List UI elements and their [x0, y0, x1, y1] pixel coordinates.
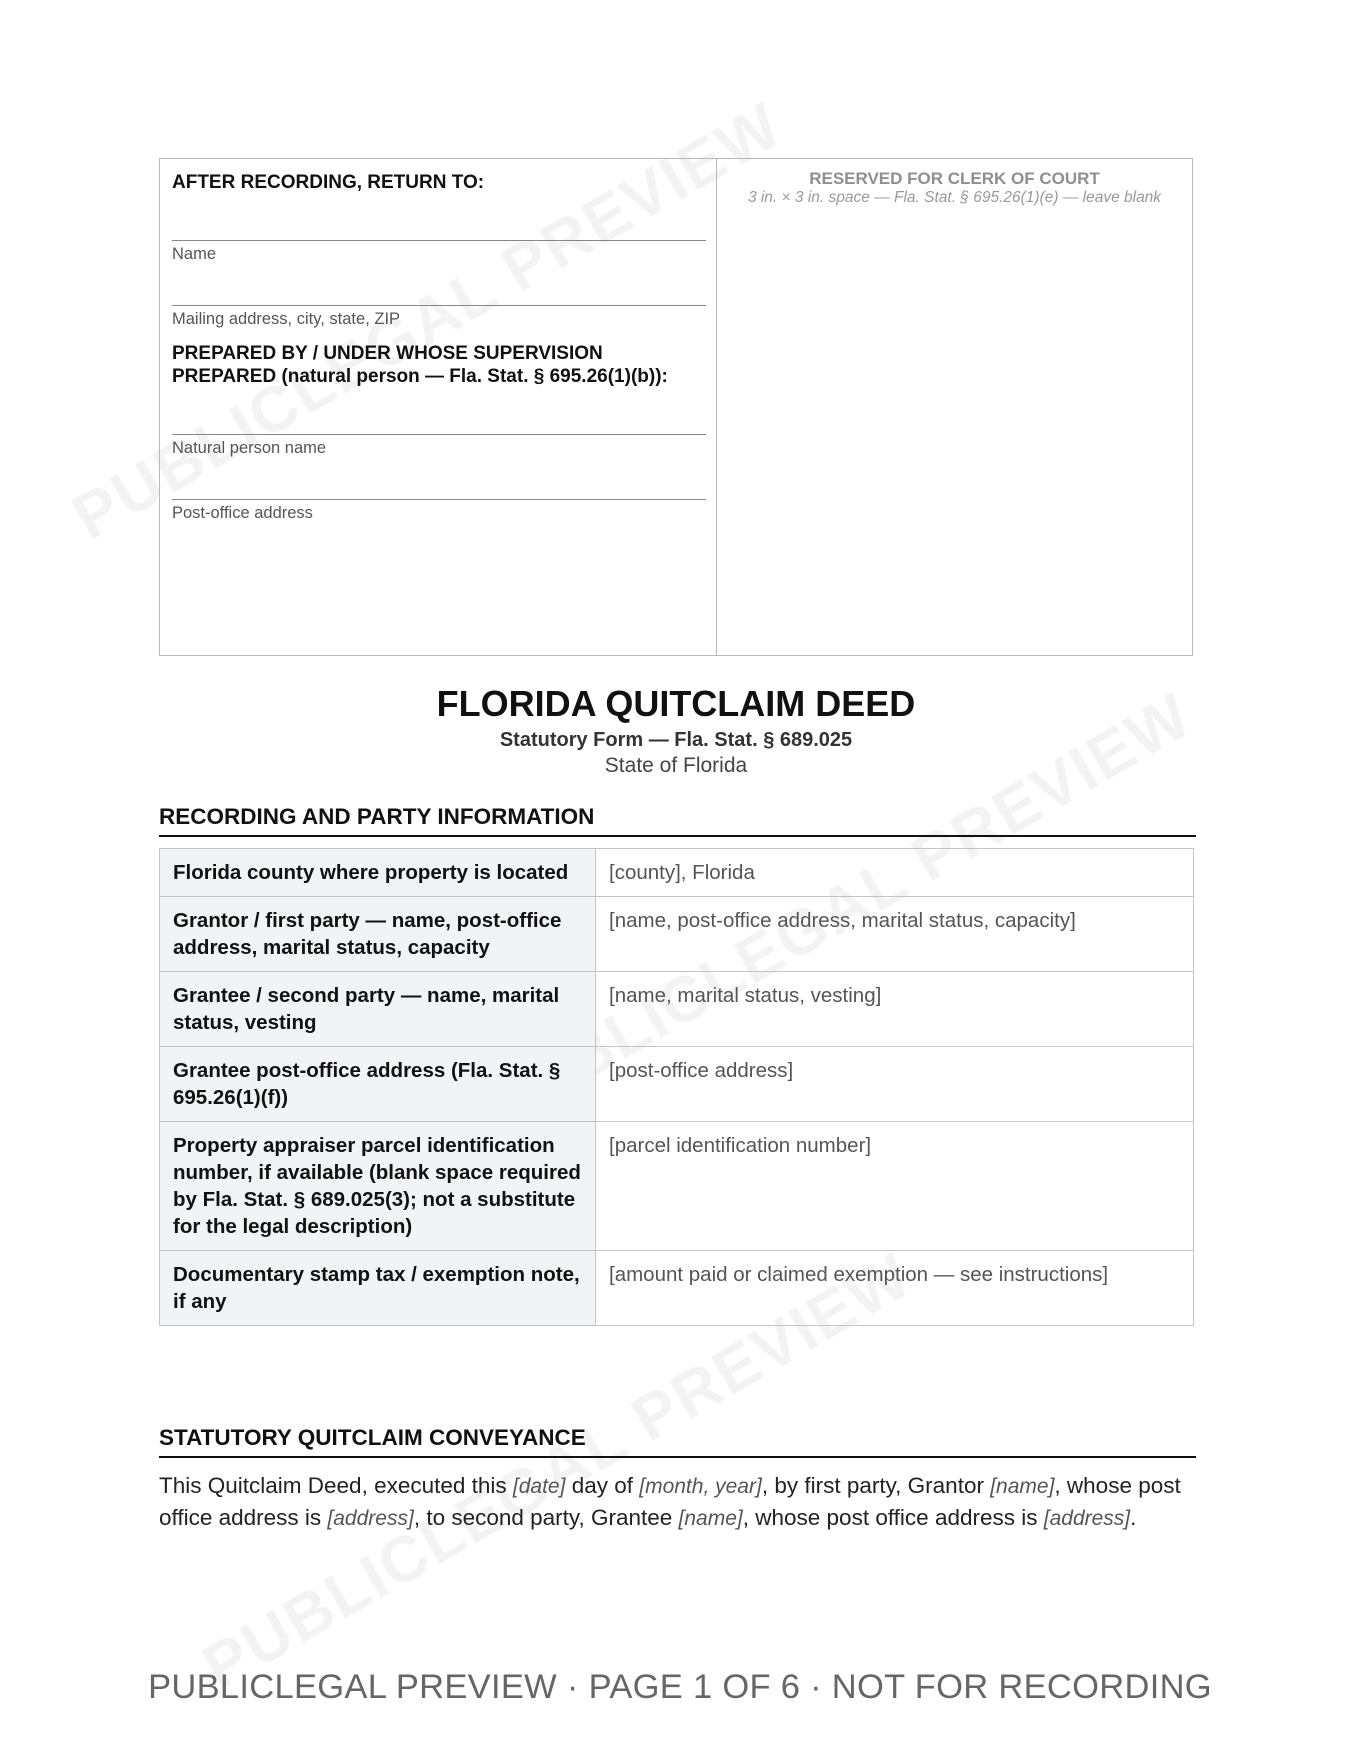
natural-person-line[interactable]	[172, 388, 706, 435]
row-value[interactable]: [parcel identification number]	[596, 1122, 1194, 1251]
post-office-caption: Post-office address	[172, 504, 313, 522]
conveyance-text: day of	[565, 1473, 640, 1498]
party-info-table	[159, 848, 1194, 1326]
conveyance-text: , whose post office address is	[159, 1473, 1181, 1530]
row-value[interactable]: [name, marital status, vesting]	[596, 972, 1194, 1047]
conveyance-text: , to second party, Grantee	[413, 1505, 679, 1530]
document-subtitle: Statutory Form — Fla. Stat. § 689.025	[499, 729, 853, 751]
date-placeholder[interactable]: [date]	[512, 1475, 566, 1498]
conveyance-text: , whose post office address is	[742, 1505, 1044, 1530]
grantor-address-placeholder[interactable]: [address]	[327, 1507, 414, 1530]
section-heading-conveyance: STATUTORY QUITCLAIM CONVEYANCE	[159, 1424, 1196, 1458]
recording-box	[159, 158, 1193, 656]
clerk-title: RESERVED FOR CLERK OF COURT	[809, 169, 1100, 188]
table-row	[160, 1122, 1194, 1251]
conveyance-paragraph	[159, 1470, 1195, 1534]
return-to-panel	[160, 159, 717, 655]
conveyance-text: This Quitclaim Deed, executed this	[159, 1473, 513, 1498]
natural-person-caption: Natural person name	[172, 439, 327, 457]
name-line[interactable]	[172, 194, 706, 241]
conveyance-text: .	[1130, 1505, 1137, 1530]
return-to-heading: AFTER RECORDING, RETURN TO:	[172, 172, 485, 193]
row-value[interactable]: [post-office address]	[596, 1047, 1194, 1122]
clerk-reserved-panel	[717, 159, 1192, 655]
post-office-line[interactable]	[172, 458, 706, 500]
row-label: Grantee / second party — name, marital status, vesting	[160, 972, 596, 1047]
table-row	[160, 849, 1194, 897]
grantee-address-placeholder[interactable]: [address]	[1043, 1507, 1131, 1530]
title-block	[159, 680, 1193, 780]
row-label: Grantee post-office address (Fla. Stat. § 695.26(1)(f))	[160, 1047, 596, 1122]
row-label: Property appraiser parcel identification number, if available (blank space required by Fla. Stat. § 689.025(3); not a substitute for the legal description)	[160, 1122, 596, 1251]
month-year-placeholder[interactable]: [month, year]	[639, 1475, 762, 1498]
grantor-name-placeholder[interactable]: [name]	[990, 1475, 1055, 1498]
document-state: State of Florida	[604, 754, 748, 777]
mailing-address-line[interactable]	[172, 264, 706, 306]
prepared-by-heading: PREPARED BY / UNDER WHOSE SUPERVISION PREPARED (natural person — Fla. Stat. § 695.26(1)(b)):	[172, 343, 668, 387]
name-caption: Name	[172, 245, 217, 263]
row-label: Documentary stamp tax / exemption note, if any	[160, 1251, 596, 1326]
row-label: Florida county where property is located	[160, 849, 596, 897]
row-value[interactable]: [county], Florida	[596, 849, 1194, 897]
mailing-address-caption: Mailing address, city, state, ZIP	[172, 310, 401, 328]
table-row	[160, 1047, 1194, 1122]
row-value[interactable]: [name, post-office address, marital status, capacity]	[596, 897, 1194, 972]
table-row	[160, 972, 1194, 1047]
table-row	[160, 897, 1194, 972]
grantee-name-placeholder[interactable]: [name]	[678, 1507, 743, 1530]
preview-footer: PUBLICLEGAL PREVIEW · PAGE 1 OF 6 · NOT FOR RECORDING	[148, 1668, 1212, 1706]
section-heading-recording: RECORDING AND PARTY INFORMATION	[159, 803, 1196, 837]
row-label: Grantor / first party — name, post-office address, marital status, capacity	[160, 897, 596, 972]
document-title: FLORIDA QUITCLAIM DEED	[436, 683, 916, 724]
row-value[interactable]: [amount paid or claimed exemption — see instructions]	[596, 1251, 1194, 1326]
conveyance-text: , by first party, Grantor	[761, 1473, 991, 1498]
clerk-note: 3 in. × 3 in. space — Fla. Stat. § 695.26(1)(e) — leave blank	[747, 189, 1162, 206]
table-row	[160, 1251, 1194, 1326]
